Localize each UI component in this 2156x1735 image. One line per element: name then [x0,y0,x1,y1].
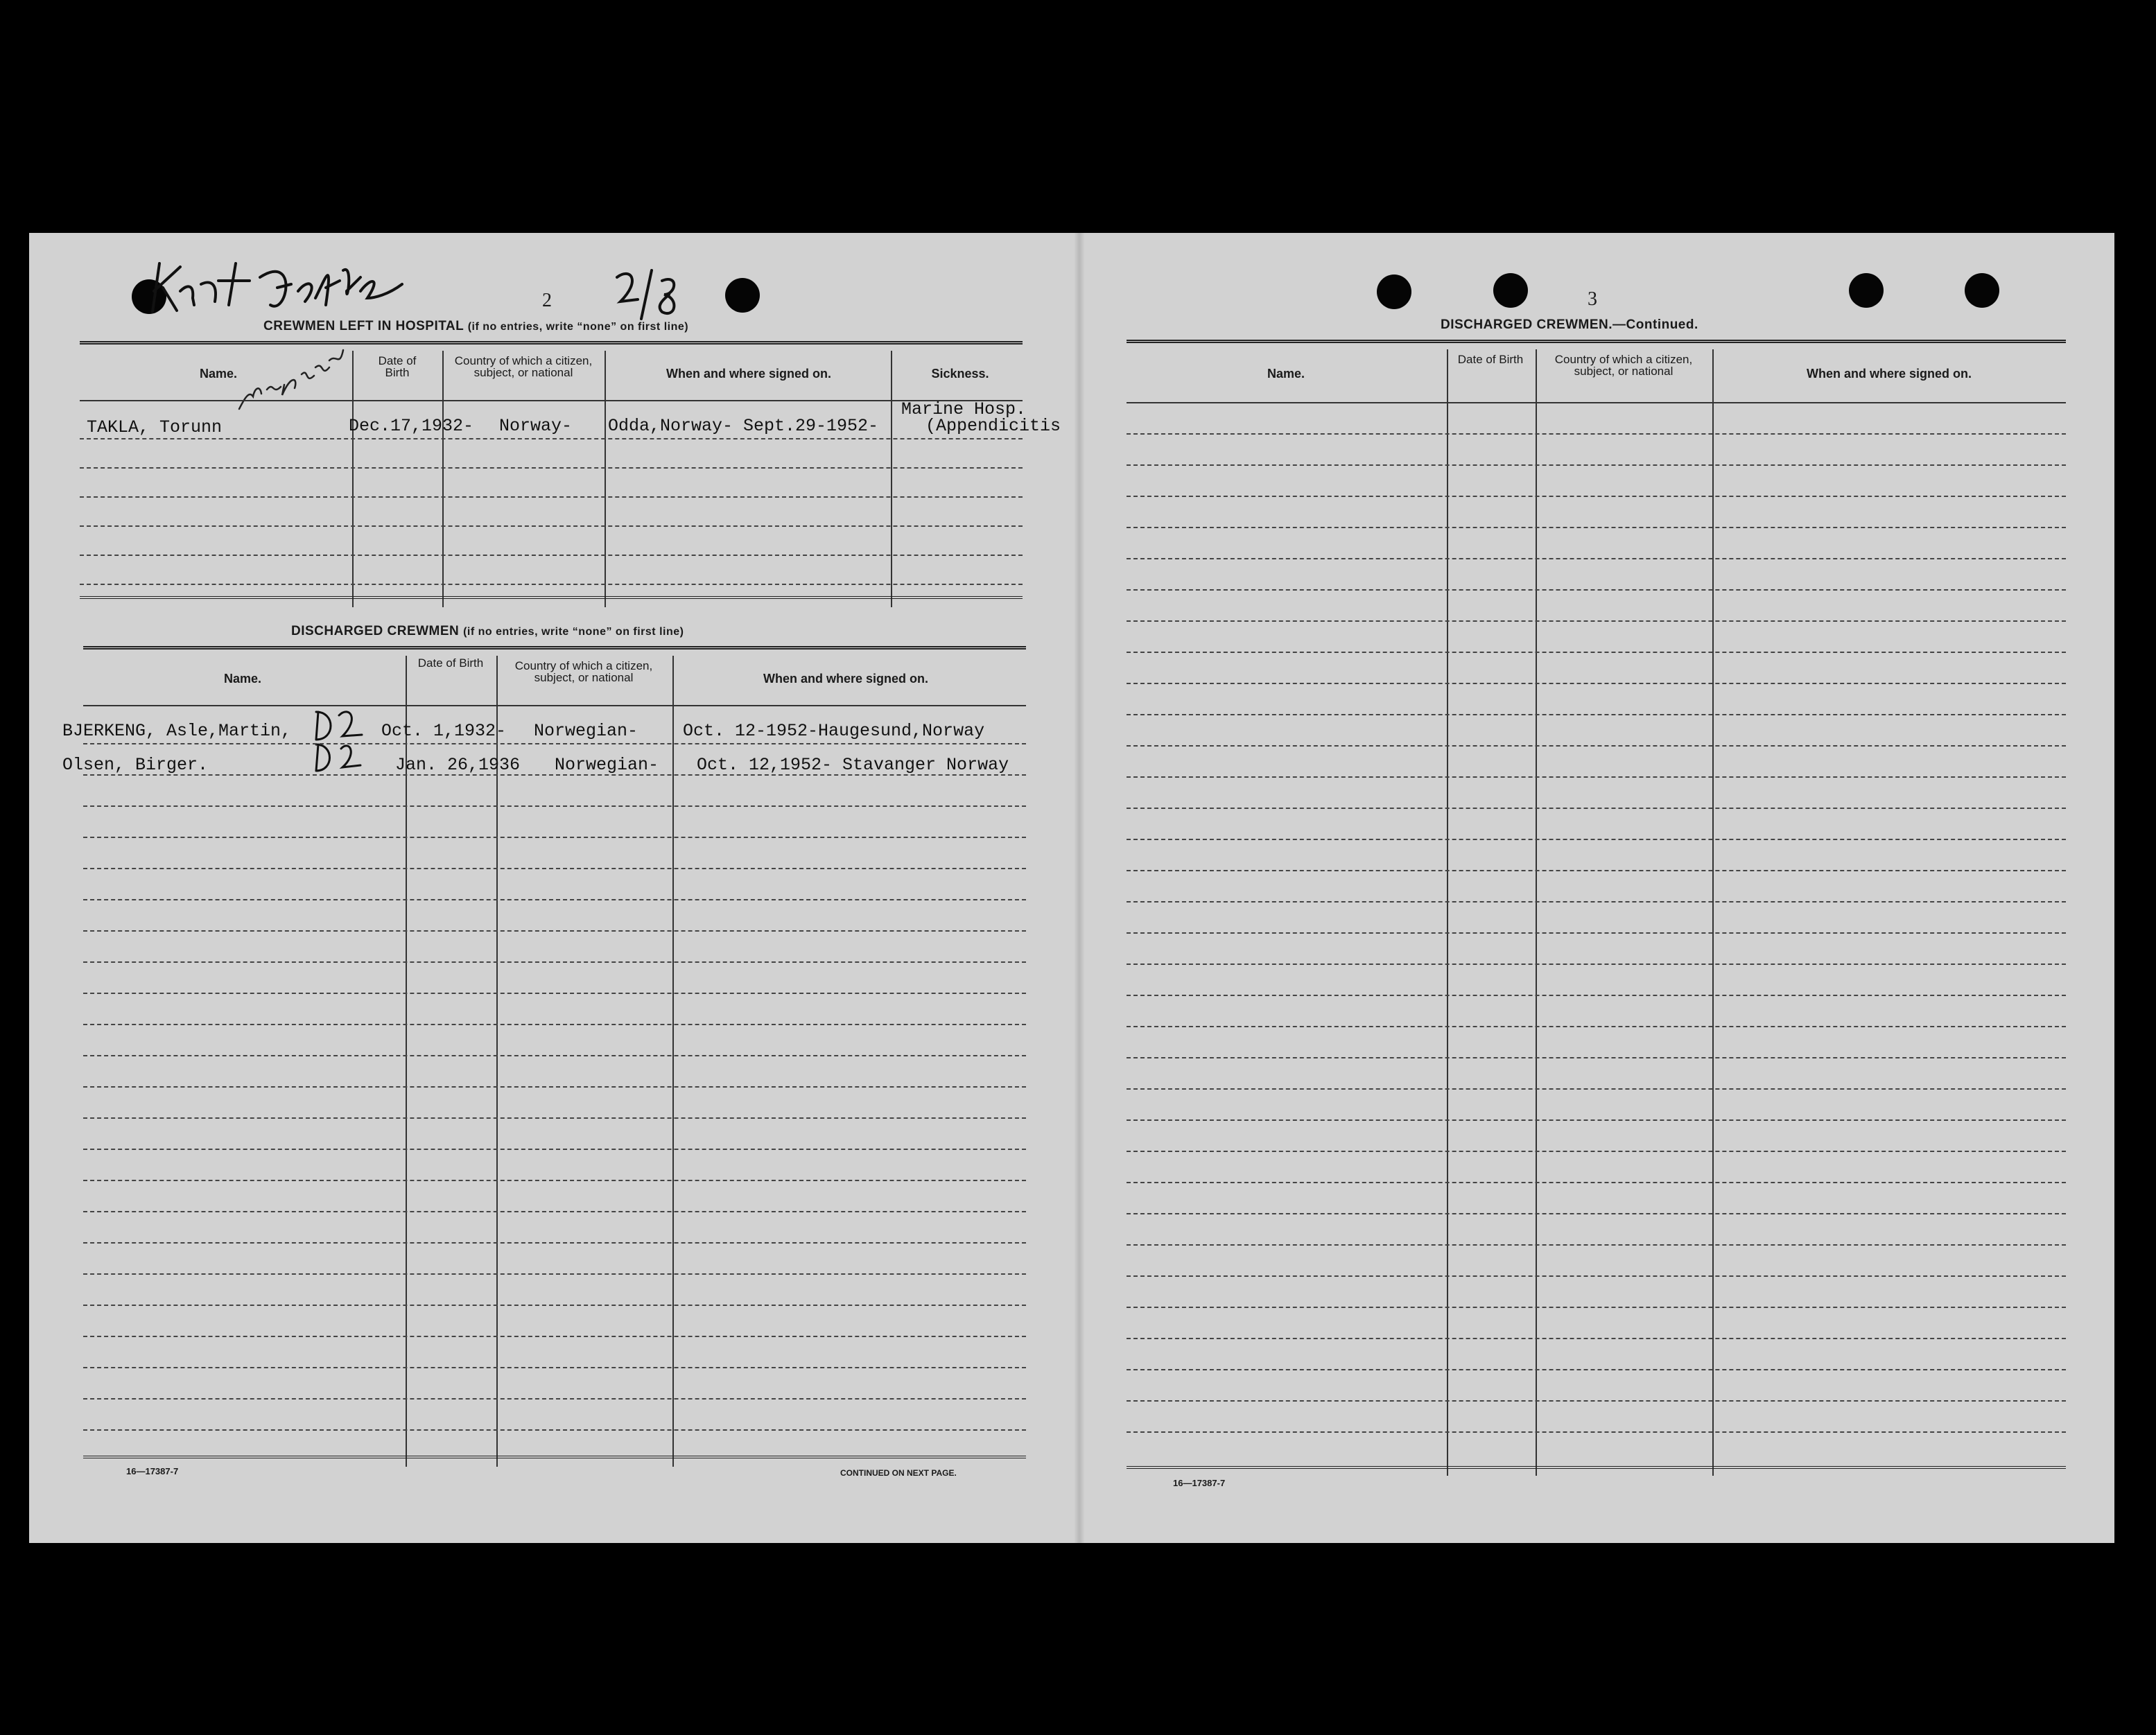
form-number: 16—17387-7 [1173,1478,1226,1488]
punch-hole [1493,273,1528,308]
row-line [83,1242,1026,1244]
row-line [83,1367,1026,1368]
column-divider [496,656,498,1467]
handwritten-signature [139,250,485,319]
header-name: Name. [199,367,238,381]
row-line [1127,1369,2066,1370]
section-instruction: (if no entries, write “none” on first line) [467,321,689,333]
row-line [1127,1213,2066,1214]
table-top-rule [80,341,1023,345]
row-line [83,1149,1026,1150]
section-title-text: CREWMEN LEFT IN HOSPITAL [263,319,464,333]
row-line [1127,1431,2066,1433]
column-divider [406,656,407,1467]
row-line [83,1086,1026,1088]
row-line [83,1273,1026,1275]
row-line [1127,1275,2066,1277]
cell-name: TAKLA, Torunn [87,417,223,437]
cell-signed: Odda,Norway- Sept.29-1952- [608,416,879,436]
row-line [83,1398,1026,1400]
cell-dob: Oct. 1,1932- [381,721,507,741]
discharged-continued-table [1127,340,2066,1476]
row-line [1127,901,2066,903]
header-dob: Date of Birth [1457,353,1524,366]
hospital-table [80,341,1061,601]
row-line [1127,1057,2066,1058]
row-line [83,961,1026,963]
row-line [80,438,1023,439]
row-line [83,805,1026,807]
row-line [1127,527,2066,528]
row-line [1127,1307,2066,1308]
row-line [1127,464,2066,466]
punch-hole [1849,273,1884,308]
form-number: 16—17387-7 [126,1466,179,1476]
header-rule [83,705,1026,706]
handwritten-page-mark [610,263,693,326]
row-line [80,467,1023,469]
header-signed: When and where signed on. [1806,367,1972,381]
header-name: Name. [223,672,262,686]
cell-country: Norwegian- [555,755,659,775]
column-divider [352,351,354,607]
table-bottom-rule [80,596,1023,599]
row-line [1127,652,2066,653]
punch-hole [1965,273,1999,308]
header-dob: Date of Birth [378,354,417,379]
row-line [1127,1400,2066,1402]
row-line [80,525,1023,527]
row-line [1127,839,2066,840]
row-line [1127,1119,2066,1121]
row-line [83,899,1026,900]
row-line [83,1024,1026,1025]
column-divider [891,351,892,607]
header-signed: When and where signed on. [666,367,832,381]
row-line [1127,870,2066,871]
cell-sickness: Marine Hosp. [901,399,1027,419]
row-line [1127,683,2066,684]
row-line [83,1336,1026,1337]
row-line [83,1429,1026,1431]
row-line [83,1055,1026,1056]
section-title-text: DISCHARGED CREWMEN [291,624,460,638]
row-line [80,496,1023,498]
row-line [1127,1182,2066,1183]
cell-country: Norwegian- [534,721,638,741]
column-divider [442,351,444,607]
row-line [1127,1026,2066,1027]
table-top-rule [1127,340,2066,343]
cell-dob: Jan. 26,1936 [395,755,521,775]
header-sickness: Sickness. [931,367,989,381]
row-line [1127,589,2066,591]
row-line [1127,932,2066,934]
cell-sickness: (Appendicitis [925,416,1061,436]
table-bottom-rule [83,1456,1026,1458]
row-line [1127,1088,2066,1090]
row-line [1127,620,2066,622]
row-line [1127,496,2066,497]
row-line [80,555,1023,556]
row-line [1127,714,2066,715]
hospital-section-title [263,319,688,334]
header-name: Name. [1267,367,1305,381]
cell-dob: Dec.17,1932- [349,416,474,436]
row-line [83,1305,1026,1306]
punch-hole [725,278,760,313]
row-line [1127,1338,2066,1339]
section-instruction: (if no entries, write “none” on first line) [463,626,684,638]
header-dob: Date of Birth [417,656,484,670]
row-line [1127,558,2066,559]
discharged-continued-title: DISCHARGED CREWMEN.—Continued. [1441,317,1698,332]
row-line [83,1211,1026,1212]
row-line [1127,808,2066,809]
header-country: Country of which a citizen, subject, or national [454,354,593,379]
row-line [83,993,1026,994]
header-signed: When and where signed on. [763,672,929,686]
continued-note: CONTINUED ON NEXT PAGE. [840,1468,957,1478]
discharged-table [62,646,1026,1464]
header-country: Country of which a citizen, subject, or national [1554,353,1693,378]
column-divider [605,351,606,607]
row-line [83,837,1026,838]
page-number: 3 [1588,288,1597,310]
table-bottom-rule [1127,1466,2066,1469]
row-line [1127,433,2066,435]
page-fold [1075,233,1084,1543]
row-line [83,868,1026,869]
row-line [83,1117,1026,1119]
header-rule [1127,402,2066,403]
page-number: 2 [542,290,552,311]
row-line [83,743,1026,744]
punch-hole [1377,274,1411,309]
row-line [83,930,1026,932]
row-line [1127,745,2066,747]
cell-signed: Oct. 12-1952-Haugesund,Norway [683,721,985,741]
row-line [80,584,1023,585]
cell-country: Norway- [499,416,573,436]
row-line [1127,776,2066,778]
table-top-rule [83,646,1026,649]
cell-signed: Oct. 12,1952- Stavanger Norway [697,755,1009,775]
row-line [83,1180,1026,1181]
cell-name: Olsen, Birger. [62,755,209,775]
column-divider [672,656,674,1467]
row-line [1127,1151,2066,1152]
row-line [1127,1244,2066,1246]
cell-name: BJERKENG, Asle,Martin, [62,721,292,741]
header-country: Country of which a citizen, subject, or national [514,659,653,684]
header-rule [80,400,1023,401]
row-line [1127,964,2066,965]
row-line [1127,995,2066,996]
discharged-section-title [291,624,684,639]
